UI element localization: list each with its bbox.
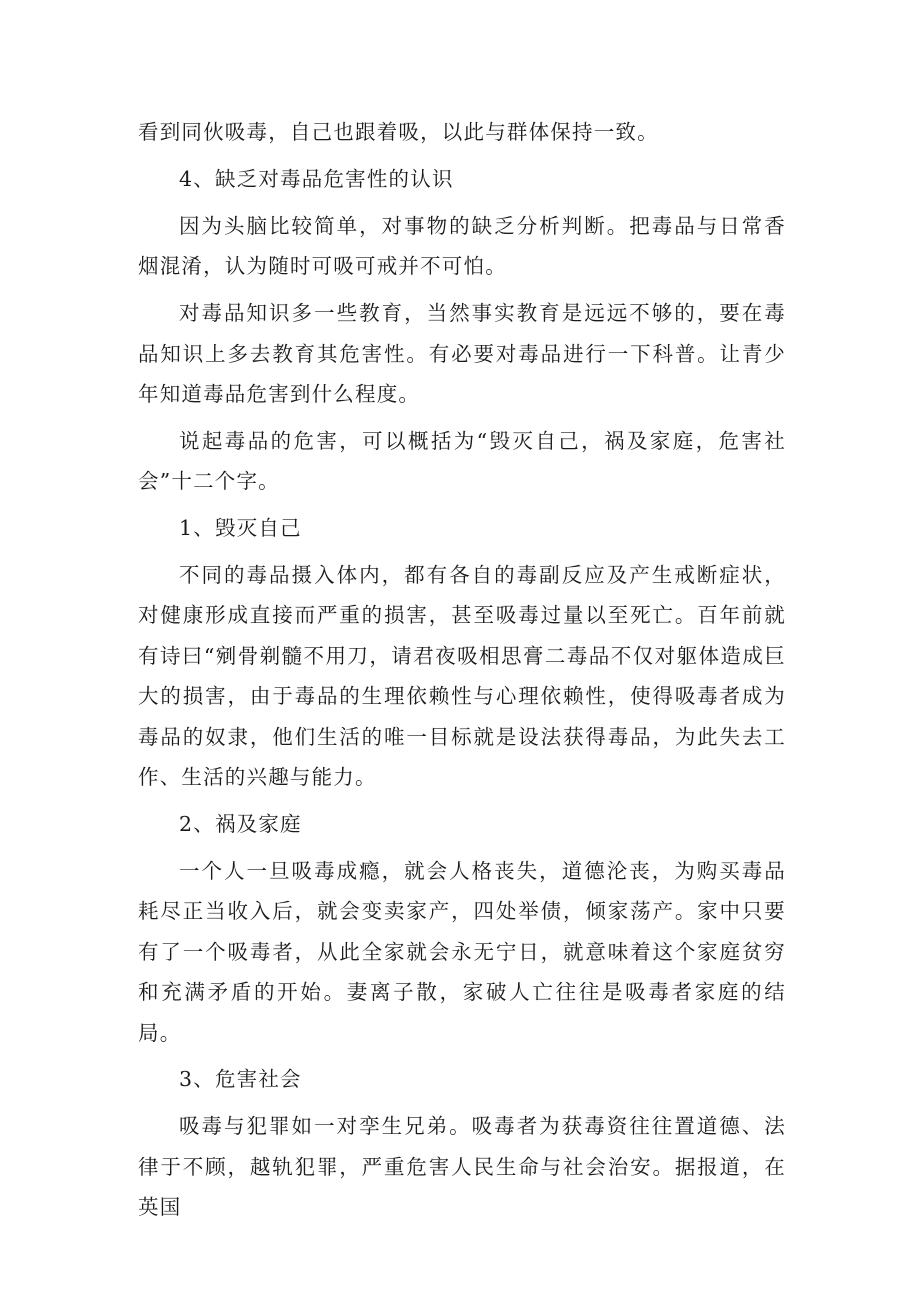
paragraph: 说起毒品的危害，可以概括为“毁灭自己，祸及家庭，危害社会”十二个字。: [138, 428, 786, 494]
paragraph: 不同的毒品摄入体内，都有各自的毒副反应及产生戒断症状，对健康形成直接而严重的损害，甚至吸毒过量以至死亡。百年前就有诗曰“剜骨剃髓不用刀，请君夜吸相思膏二毒品不仅对躯体造成巨大的损害，由于毒品的生理依赖性与心理依赖性，使得吸毒者成为毒品的奴隶，他们生活的唯一目标就是设法获得毒品，为此失去工作、生活的兴趣与能力。: [138, 563, 786, 790]
paragraph: 一个人一旦吸毒成瘾，就会人格丧失，道德沦丧，为购买毒品耗尽正当收入后，就会变卖家产，四处举债，倾家荡产。家中只要有了一个吸毒者，从此全家就会永无宁日，就意味着这个家庭贫穷和充满矛盾的开始。妻离子散，家破人亡往往是吸毒者家庭的结局。: [138, 858, 786, 1045]
paragraph-continuation: 看到同伙吸毒，自己也跟着吸，以此与群体保持一致。: [138, 120, 659, 144]
paragraph: 对毒品知识多一些教育，当然事实教育是远远不够的，要在毒品知识上多去教育其危害性。有必要对毒品进行一下科普。让青少年知道毒品危害到什么程度。: [138, 301, 786, 406]
heading-harm-family: 2、祸及家庭: [179, 812, 302, 836]
heading-lack-of-awareness: 4、缺乏对毒品危害性的认识: [179, 166, 454, 191]
document-body: [138, 112, 786, 1234]
paragraph: 因为头脑比较简单，对事物的缺乏分析判断。把毒品与日常香烟混淆，认为随时可吸可戒并不可怕。: [138, 213, 786, 279]
heading-destroy-self: 1、毁灭自己: [179, 516, 302, 541]
paragraph: 吸毒与犯罪如一对孪生兄弟。吸毒者为获毒资往往置道德、法律于不顾，越轨犯罪，严重危害人民生命与社会治安。据报道，在英国: [138, 1114, 786, 1220]
heading-harm-society: 3、危害社会: [179, 1067, 302, 1092]
